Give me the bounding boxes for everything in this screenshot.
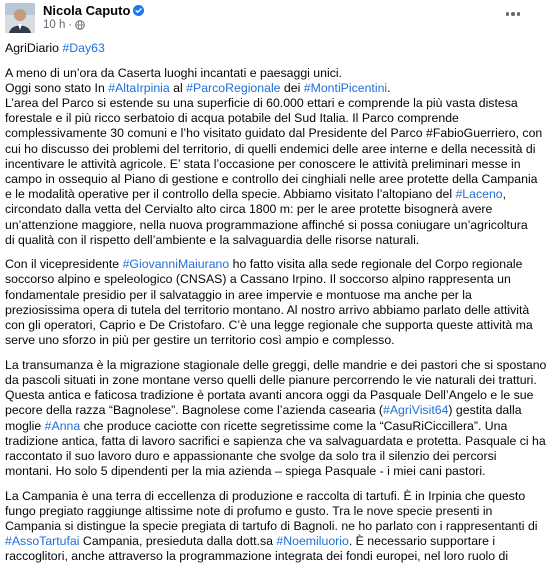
author-name-row	[43, 3, 144, 18]
text-segment: . È necessario supportare i	[348, 534, 496, 549]
text-segment: incentivare le attività agricole. E’ stata l’occasione per conoscere le attività preliminari messe in	[5, 156, 521, 171]
text-segment: pecore della razza “Bagnolese”. Bagnolese come l’azienda casearia (	[5, 403, 384, 418]
text-line	[5, 333, 527, 348]
text-segment: Con il vicepresidente	[5, 257, 123, 272]
text-segment: di qualità con il rispetto dell’ambiente e la salvaguardia delle risorse naturali.	[5, 232, 420, 247]
text-segment: .	[387, 80, 391, 95]
text-segment: cui ho discusso dei problemi del territorio, di quelli endemici delle aree interne e della necessità di	[5, 141, 536, 156]
verified-badge-icon	[133, 5, 144, 16]
text-segment: forestale e il più ricco serbatoio di acqua potabile del Sud Italia. Il Parco comprende	[5, 111, 459, 126]
text-segment: dei	[280, 80, 304, 95]
text-line	[5, 81, 527, 96]
text-segment: Oggi sono stato In	[5, 80, 109, 95]
hashtag-link[interactable]: #Laceno	[455, 187, 503, 202]
text-line	[5, 357, 546, 373]
more-options-button[interactable]	[503, 6, 523, 22]
text-segment: campo in ossequio al Piano di gestione e controllo dei cinghiali nelle aree protette della Campania	[5, 171, 538, 186]
hashtag-link[interactable]: #AltaIrpinia	[108, 80, 170, 95]
text-line	[5, 218, 527, 233]
globe-icon[interactable]	[75, 20, 85, 30]
post-paragraph	[5, 65, 543, 248]
text-segment: raccoglitori, anche attraverso la programmazione integrata dei fondi europei, nel loro ruolo di	[5, 549, 509, 564]
text-segment: fungo pregiato raggiunge altissime note di profumo e gusto. Tra le nove specie presenti in	[5, 503, 493, 518]
text-segment: circondato dalla vetta del Cervialto alto circa 1800 m: per le aree protette bisognerà avere	[5, 202, 493, 217]
text-line	[5, 288, 527, 303]
text-line	[5, 257, 527, 272]
post-meta	[43, 19, 85, 31]
avatar[interactable]	[5, 3, 35, 33]
post-header	[0, 0, 533, 36]
text-segment: Campania si distingue la specie pregiata di tartufo di Bagnoli. ne ho parlato con i rappresentanti di	[5, 519, 538, 534]
text-line	[5, 403, 527, 418]
text-segment: preziosissima opera di tutela del territorio montano. Al nostro arrivo abbiamo parlato delle attività	[5, 302, 530, 317]
post-text	[5, 41, 546, 574]
text-segment: A meno di un’ora da Caserta luoghi incantati e paesaggi unici.	[5, 65, 343, 80]
hashtag-link[interactable]: #GiovanniMaiurano	[122, 257, 230, 272]
hashtag-link[interactable]: #AssoTartufai	[5, 534, 80, 549]
post-paragraph	[5, 41, 527, 56]
hashtag-link[interactable]: #Anna	[44, 418, 81, 433]
text-line	[5, 489, 527, 504]
text-segment: un’attenzione maggiore, nella nuova programmazione affinché si possa coniugare un’agricoltura	[5, 217, 528, 232]
more-options-dot	[511, 12, 515, 16]
text-segment: al	[169, 80, 187, 95]
text-line	[5, 272, 527, 287]
text-segment: ho fatto visita alla sede regionale del Corpo regionale	[229, 257, 523, 272]
text-segment: serve uno sforzo in più per gestire un territorio così ampio e complesso.	[5, 333, 395, 348]
text-line	[5, 157, 527, 172]
text-segment: con gli operatori, Caprio e De Cristofaro. C’è una legge regionale che supporta queste attività ma	[5, 318, 533, 333]
text-segment: complessivamente 30 comuni e l’ho visitato guidato dal Presidente del Parco #FabioGuerriero, con	[5, 126, 543, 141]
text-line	[5, 233, 527, 248]
text-line	[5, 302, 530, 318]
hashtag-link[interactable]: #MontiPicentini	[303, 80, 388, 95]
text-line	[5, 171, 538, 187]
text-segment: ,	[502, 187, 507, 202]
post-paragraph	[5, 357, 546, 480]
text-segment: che produce caciotte con ricette segretissime come la “CasuRiCiccillera”. Una	[80, 418, 508, 433]
text-line	[5, 549, 527, 564]
post-paragraph	[5, 488, 538, 565]
text-line	[5, 433, 546, 449]
text-segment: Questa antica e faticosa tradizione è portata avanti ancora oggi da Pasquale Dell’Angelo e le sue	[5, 388, 534, 403]
more-options-icon	[506, 12, 510, 16]
text-line	[5, 126, 543, 141]
post-time[interactable]: 10 h	[43, 19, 66, 31]
text-segment: e le modalità operative per il controllo della specie. Abbiamo visitato l’altopiano del	[5, 187, 456, 202]
text-line	[5, 372, 537, 388]
text-line	[5, 202, 527, 217]
text-segment: La transumanza è la migrazione stagionale delle greggi, delle mandrie e dei pastori che si spostano	[5, 357, 546, 372]
text-segment: La Campania è una terra di eccellenza di produzione e raccolta di tartufi. È in Irpinia che questo	[5, 488, 526, 503]
text-segment: soccorso alpino e speleologico (CNSAS) a Cassano Irpino. Il soccorso alpino rappresenta un	[5, 272, 511, 287]
text-segment: moglie	[5, 418, 45, 433]
text-line	[5, 318, 533, 333]
text-segment: da pascoli situati in zone montane verso quelli delle pianure percorrendo le vie naturali dei tratturi.	[5, 372, 537, 387]
post-paragraph	[5, 257, 533, 348]
text-segment: ) gestita dalla	[448, 403, 522, 418]
text-line	[5, 187, 527, 202]
text-line	[5, 41, 527, 56]
text-line	[5, 419, 527, 434]
text-segment: fondamentale presidio per il salvataggio in aree impervie e montuose ma anche per la	[5, 287, 472, 302]
text-line	[5, 449, 527, 464]
avatar-image	[5, 3, 35, 33]
text-line	[5, 66, 527, 81]
text-segment: L’area del Parco si estende su una superficie di 60.000 ettari e comprende la più vasta distesa	[5, 95, 518, 110]
meta-separator: ·	[68, 19, 73, 31]
text-segment: Campania, presieduta dalla dott.sa	[79, 534, 277, 549]
text-line	[5, 464, 527, 479]
text-segment: AgriDiario	[5, 41, 63, 55]
text-line	[5, 111, 527, 126]
hashtag-link[interactable]: #ParcoRegionale	[186, 80, 281, 95]
hashtag-link[interactable]: #Noemiluorio	[276, 534, 349, 549]
text-line	[5, 504, 527, 519]
text-line	[5, 534, 527, 549]
text-line	[5, 388, 534, 403]
text-segment: raccontato il suo lavoro duro e appassionante che svolge da solo tra il silenzio dei percorsi	[5, 448, 497, 463]
more-options-dot	[517, 12, 521, 16]
hashtag-link[interactable]: #AgriVisit64	[383, 403, 449, 418]
text-segment: tradizione antica, fatta di lavoro sacrifici e sapienza che va salvaguardata e protetta. Pasquale ci ha	[5, 433, 546, 448]
hashtag-link[interactable]: #Day63	[62, 41, 105, 55]
text-line	[5, 519, 538, 534]
text-line	[5, 141, 536, 157]
text-segment: montani. Ho solo 5 dipendenti per la mia azienda – spiega Pasquale - i miei cani pastori.	[5, 464, 486, 479]
author-name[interactable]: Nicola Caputo	[43, 3, 131, 18]
text-line	[5, 96, 527, 111]
